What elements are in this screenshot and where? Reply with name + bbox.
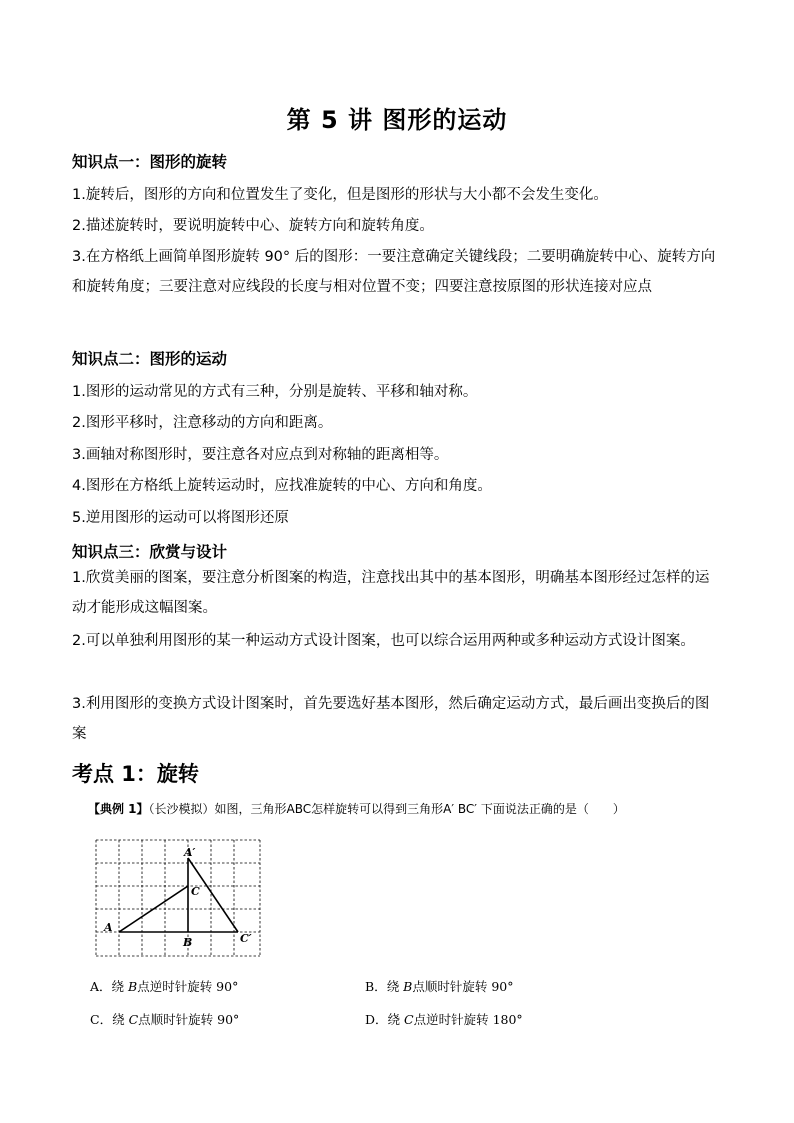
triangles	[119, 858, 238, 932]
grid-lines	[96, 840, 260, 956]
paragraph: 3.画轴对称图形时，要注意各对应点到对称轴的距离相等。	[72, 447, 449, 463]
option-d[interactable]	[365, 1010, 523, 1028]
option-b[interactable]	[365, 977, 514, 995]
label-a-prime: A′	[184, 846, 196, 859]
option-point: B	[128, 979, 138, 994]
option-text: 绕	[112, 1012, 129, 1027]
option-letter: C．	[90, 1012, 113, 1027]
paragraph: 3.利用图形的变换方式设计图案时，首先要选好基本图形，然后确定运动方式，最后画出变换后的图案	[72, 696, 710, 742]
example-tag: 【典例 1】	[88, 802, 149, 816]
paragraph: 2.描述旋转时，要说明旋转中心、旋转方向和旋转角度。	[72, 218, 434, 234]
option-text: 绕	[386, 979, 404, 994]
paragraph: 4.图形在方格纸上旋转运动时，应找准旋转的中心、方向和角度。	[72, 478, 492, 494]
paragraph: 2.可以单独利用图形的某一种运动方式设计图案，也可以综合运用两种或多种运动方式设计图案。	[72, 633, 695, 649]
option-text: 点逆时针旋转 180°	[413, 1012, 523, 1027]
option-letter: D．	[365, 1012, 388, 1027]
section-heading-2: 知识点二：图形的运动	[72, 350, 228, 368]
label-c-prime: C′	[240, 932, 252, 945]
option-a[interactable]	[90, 977, 238, 995]
paragraph: 5.逆用图形的运动可以将图形还原	[72, 510, 289, 526]
option-letter: B．	[365, 979, 387, 994]
option-text: 点顺时针旋转 90°	[412, 979, 514, 994]
paragraph: 1.旋转后，图形的方向和位置发生了变化，但是图形的形状与大小都不会发生变化。	[72, 187, 608, 203]
option-text: 点顺时针旋转 90°	[138, 1012, 240, 1027]
kaodian-heading: 考点 1：旋转	[72, 762, 199, 786]
section-heading-1: 知识点一：图形的旋转	[72, 153, 228, 171]
option-text: 点逆时针旋转 90°	[137, 979, 239, 994]
paragraph: 2.图形平移时，注意移动的方向和距离。	[72, 415, 333, 431]
section-heading-3: 知识点三：欣赏与设计	[72, 543, 228, 561]
label-b: B	[183, 936, 193, 949]
grid-figure	[90, 836, 270, 961]
option-text: 绕	[387, 1012, 405, 1027]
option-point: C	[404, 1012, 414, 1027]
label-a: A	[104, 921, 113, 934]
option-text: 绕	[111, 979, 129, 994]
label-c: C	[191, 885, 200, 898]
example-question	[88, 800, 625, 817]
option-letter: A．	[90, 979, 112, 994]
paragraph: 3.在方格纸上画简单图形旋转 90° 后的图形：一要注意确定关键线段；二要明确旋转中心、旋转方向和旋转角度；三要注意对应线段的长度与相对位置不变；四要注意按原图的形状连接对应点	[72, 249, 716, 295]
option-point: B	[403, 979, 413, 994]
page-title: 第 5 讲 图形的运动	[286, 106, 508, 134]
example-text: （长沙模拟）如图，三角形ABC怎样旋转可以得到三角形A′ BC′ 下面说法正确的是（ ）	[148, 802, 625, 816]
option-point: C	[128, 1012, 139, 1027]
paragraph: 1.图形的运动常见的方式有三种，分别是旋转、平移和轴对称。	[72, 384, 478, 400]
option-c[interactable]	[90, 1010, 239, 1028]
paragraph: 1.欣赏美丽的图案，要注意分析图案的构造，注意找出其中的基本图形，明确基本图形经过怎样的运动才能形成这幅图案。	[72, 570, 710, 616]
